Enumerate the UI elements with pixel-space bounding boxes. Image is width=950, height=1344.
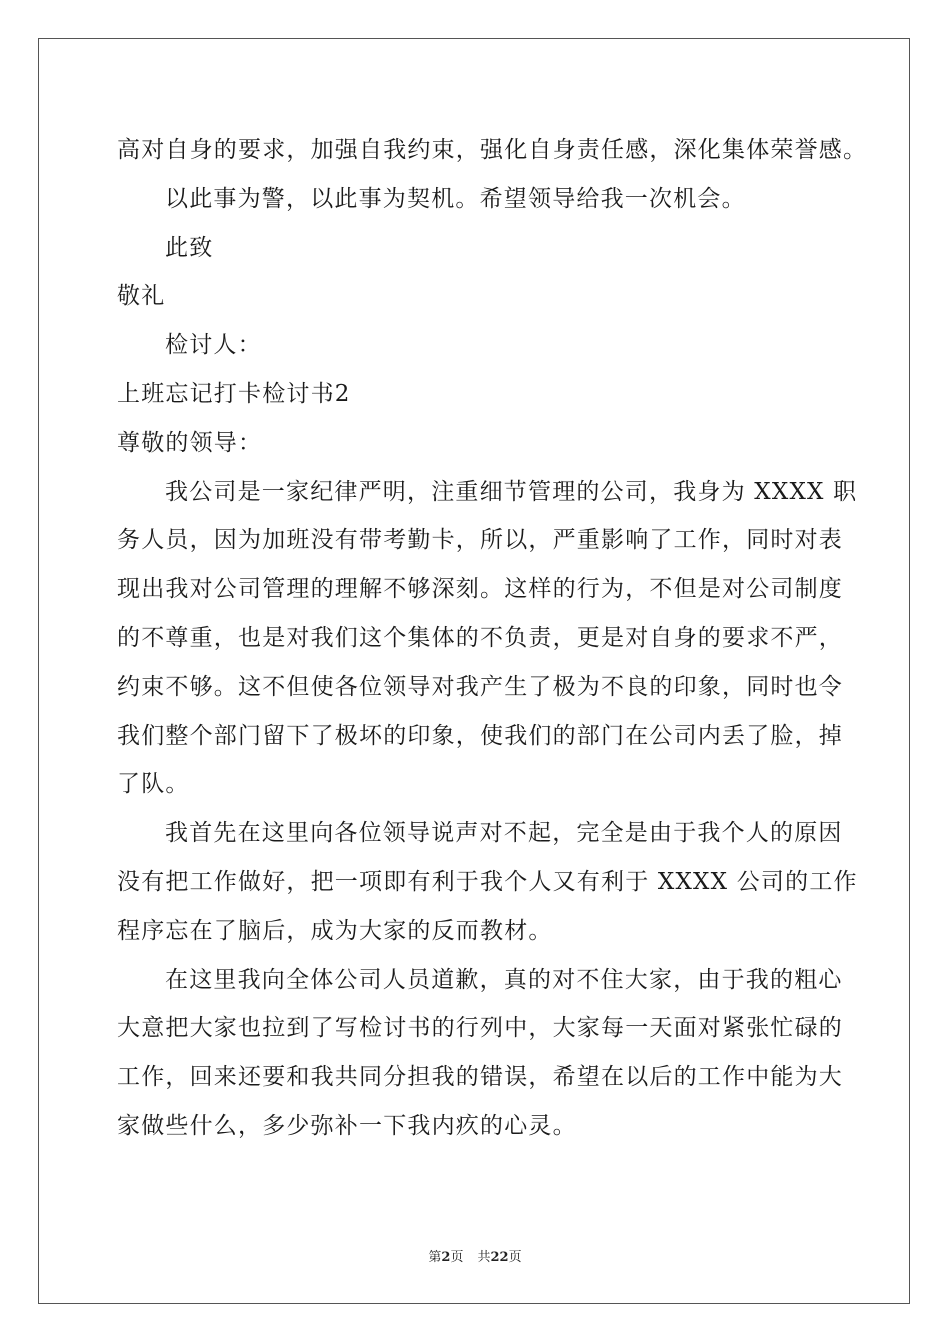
- text-line: 以此事为警，以此事为契机。希望领导给我一次机会。: [165, 185, 746, 212]
- text-line: 我公司是一家纪律严明，注重细节管理的公司，我身为 XXXX 职: [165, 478, 858, 505]
- footer-prefix: 第: [428, 1250, 442, 1265]
- current-page-number: 2: [441, 1250, 451, 1265]
- footer-total-suffix: 页: [508, 1250, 522, 1265]
- text-line: 现出我对公司管理的理解不够深刻。这样的行为，不但是对公司制度: [117, 576, 843, 603]
- text-line: 在这里我向全体公司人员道歉，真的对不住大家，由于我的粗心: [165, 966, 843, 993]
- section-title: 上班忘记打卡检讨书2: [117, 380, 351, 407]
- text-line: 程序忘在了脑后，成为大家的反而教材。: [117, 917, 553, 944]
- text-line: 没有把工作做好，把一项即有利于我个人又有利于 XXXX 公司的工作: [117, 868, 858, 895]
- text-line: 家做些什么，多少弥补一下我内疚的心灵。: [117, 1112, 577, 1139]
- text-line: 约束不够。这不但使各位领导对我产生了极为不良的印象，同时也令: [117, 673, 843, 700]
- footer-total-prefix: 共: [477, 1250, 491, 1265]
- document-body: [117, 126, 868, 1151]
- text-line: 大意把大家也拉到了写检讨书的行列中，大家每一天面对紧张忙碌的: [117, 1015, 843, 1042]
- salutation: 尊敬的领导：: [117, 429, 263, 456]
- footer-page-word: 页: [450, 1250, 464, 1265]
- text-line: 我首先在这里向各位领导说声对不起，完全是由于我个人的原因: [165, 820, 843, 847]
- text-line: 工作，回来还要和我共同分担我的错误，希望在以后的工作中能为大: [117, 1064, 843, 1091]
- total-page-count: 22: [490, 1250, 509, 1265]
- page-footer: [0, 1250, 950, 1266]
- text-line: 高对自身的要求，加强自我约束，强化自身责任感，深化集体荣誉感。: [117, 137, 868, 163]
- text-line: 我们整个部门留下了极坏的印象，使我们的部门在公司内丢了脸，掉: [117, 722, 843, 749]
- closing-phrase: 此致: [165, 234, 214, 261]
- closing-salute: 敬礼: [117, 283, 166, 310]
- text-line: 的不尊重，也是对我们这个集体的不负责，更是对自身的要求不严，: [117, 624, 843, 651]
- text-line: 务人员，因为加班没有带考勤卡，所以，严重影响了工作，同时对表: [117, 527, 843, 554]
- text-line: 了队。: [117, 771, 190, 798]
- signature-label: 检讨人：: [165, 332, 262, 359]
